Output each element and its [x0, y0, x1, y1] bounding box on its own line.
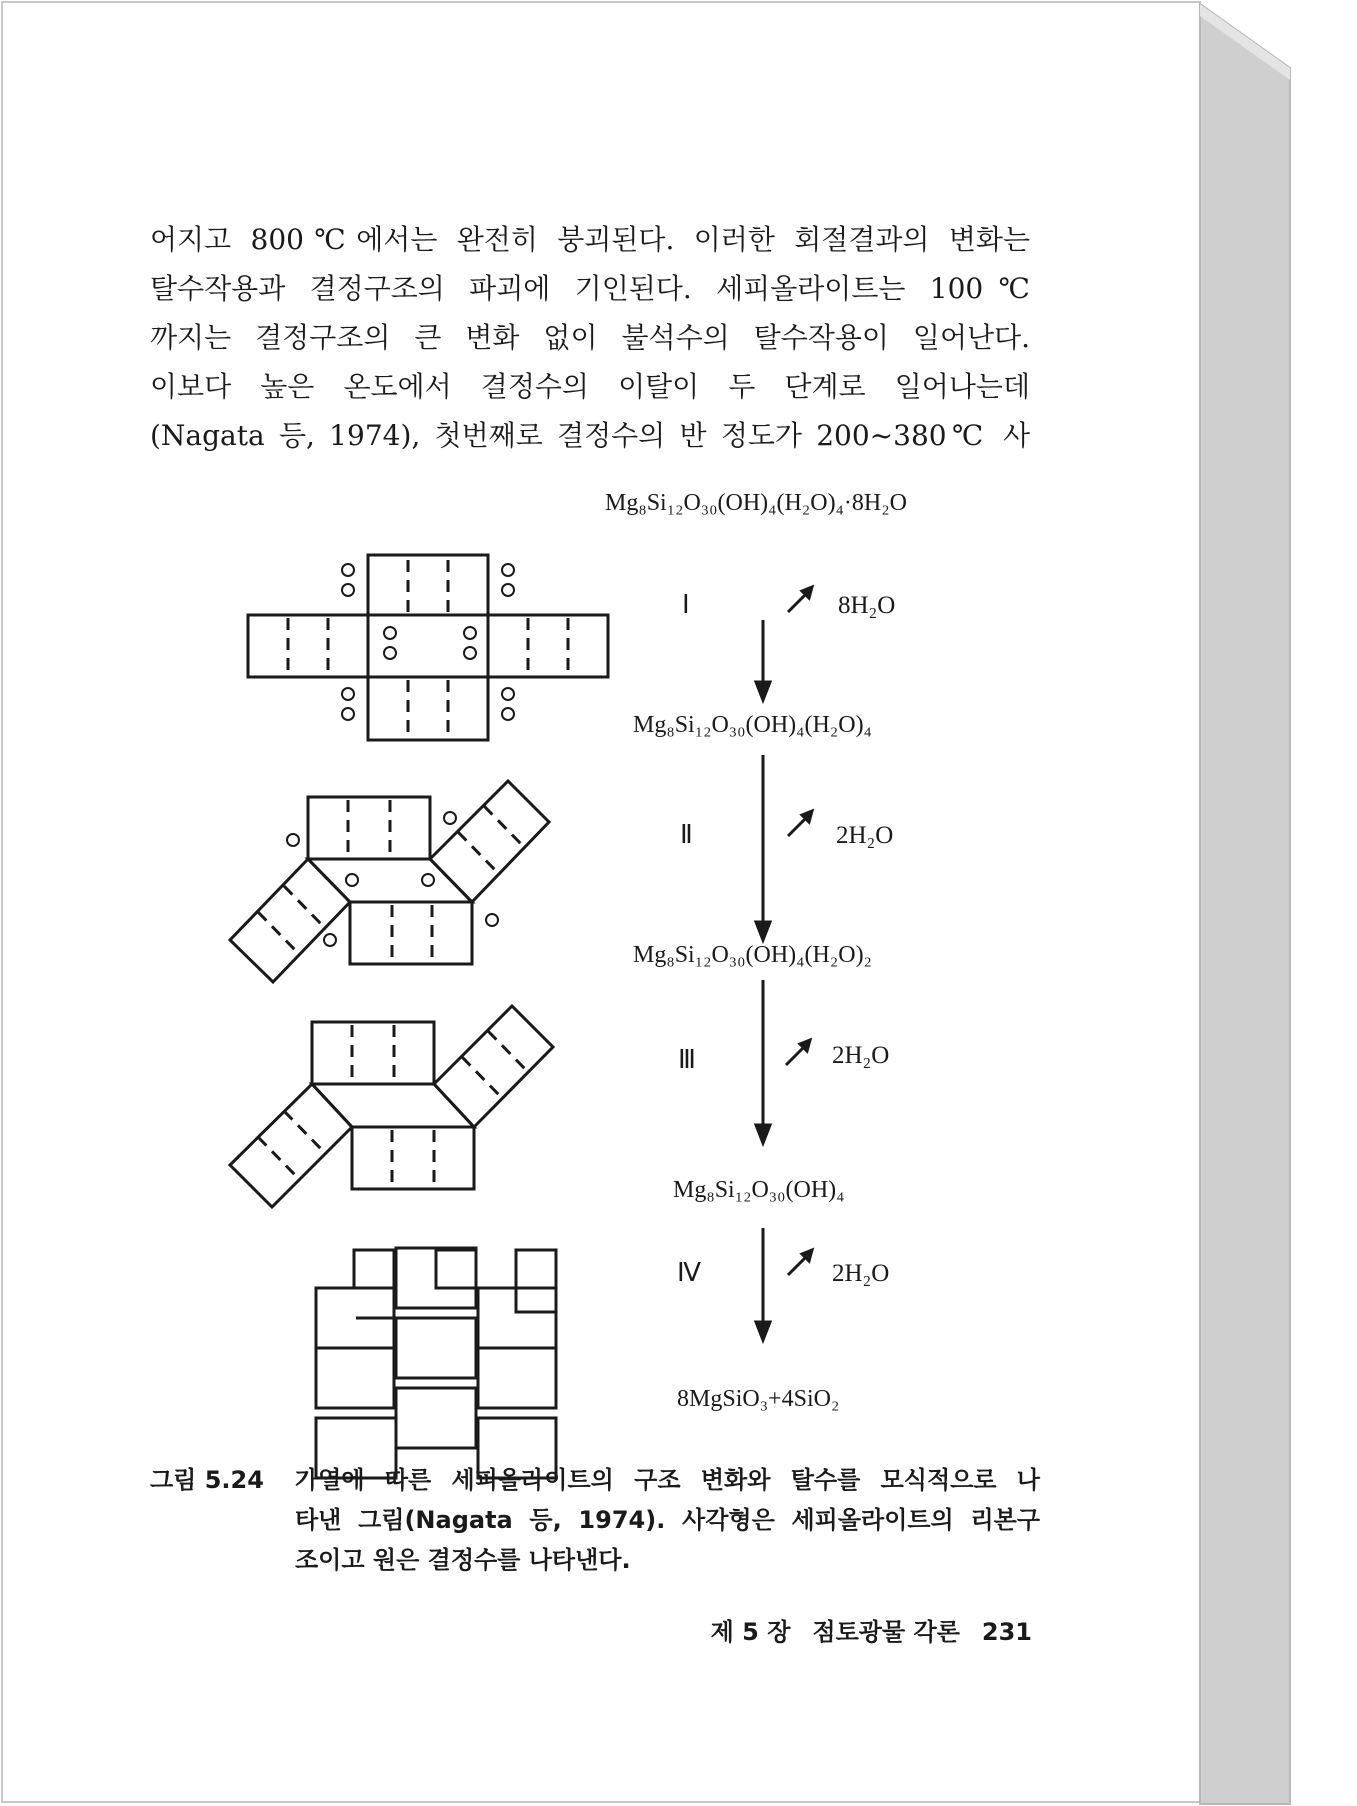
formula-initial: Mg₈Si₁₂O₃₀(OH)₄(H₂O)₄·8H₂O [605, 490, 907, 516]
caption-line: 가열에 따른 세피올라이트의 구조 변화와 탈수를 모식적으로 나 [295, 1466, 1040, 1494]
caption-text [295, 1460, 1040, 1580]
structure-stage-2 [230, 781, 549, 982]
water-release-arrows [786, 587, 812, 1275]
body-line: 어지고 800℃에서는 완전히 붕괴된다. 이러한 회절결과의 변화는 [150, 223, 1030, 256]
structure-stage-3 [230, 1006, 553, 1207]
stage-label: Ⅱ [680, 820, 693, 849]
water-released: 8H₂O [838, 592, 896, 619]
footer-chapter: 제 5 장 [710, 1618, 791, 1646]
stage-label: Ⅳ [677, 1258, 701, 1287]
body-line: 이보다 높은 온도에서 결정수의 이탈이 두 단계로 일어나는데 [150, 370, 1030, 403]
water-released: 2H₂O [832, 1260, 890, 1287]
formula-final: 8MgSiO₃+4SiO₂ [677, 1386, 840, 1412]
running-footer [689, 1612, 1032, 1647]
caption-label: 그림 5.24 [150, 1466, 264, 1494]
body-line: 까지는 결정구조의 큰 변화 없이 불석수의 탈수작용이 일어난다. [150, 321, 1030, 354]
footer-title: 점토광물 각론 [812, 1618, 960, 1646]
structure-stage-1 [248, 555, 608, 740]
body-line: (Nagata 등, 1974), 첫번째로 결정수의 반 정도가 200~380℃ 사 [150, 419, 1030, 452]
water-released: 2H₂O [836, 822, 894, 849]
caption-line: 조이고 원은 결정수를 나타낸다. [295, 1546, 631, 1574]
formula-stage-2: Mg₈Si₁₂O₃₀(OH)₄(H₂O)₂ [633, 942, 872, 968]
formula-stage-1: Mg₈Si₁₂O₃₀(OH)₄(H₂O)₄ [633, 712, 872, 738]
structure-stage-4 [316, 1248, 556, 1478]
page-number: 231 [981, 1618, 1032, 1646]
stage-label: Ⅲ [678, 1045, 696, 1074]
caption-line: 타낸 그림(Nagata 등, 1974). 사각형은 세피올라이트의 리본구 [295, 1506, 1040, 1534]
water-released: 2H₂O [832, 1042, 890, 1069]
stage-label: Ⅰ [682, 590, 690, 619]
body-line: 탈수작용과 결정구조의 파괴에 기인된다. 세피올라이트는 100℃ [150, 272, 1030, 305]
formula-stage-3: Mg₈Si₁₂O₃₀(OH)₄ [673, 1177, 845, 1203]
